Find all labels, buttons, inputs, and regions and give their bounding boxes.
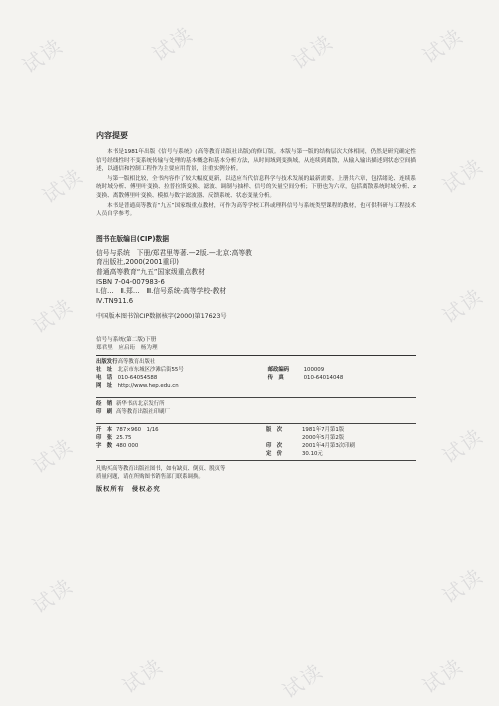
watermark-text: 试读	[117, 653, 168, 699]
cip-section	[96, 233, 416, 321]
table-row	[96, 358, 416, 366]
label: 版 次	[266, 426, 283, 433]
watermark-text: 试读	[27, 433, 78, 479]
footer-line: 凡购买高等教育出版社图书，如有缺页、倒页、脱页等	[96, 465, 226, 472]
value: http://www.hep.edu.cn	[117, 382, 179, 389]
value	[304, 358, 416, 366]
divider	[96, 355, 416, 356]
book-header	[96, 337, 416, 353]
watermark-text: 试读	[27, 293, 78, 339]
value: 2001年4月第3次印刷	[302, 442, 355, 449]
value: 010-64014048	[303, 374, 344, 381]
book-authors: 郑君里 应启珩 杨为理	[96, 345, 158, 352]
summary-section	[96, 130, 416, 219]
watermark-text: 试读	[437, 563, 488, 609]
value: 010-64054588	[117, 374, 158, 381]
label	[268, 358, 304, 366]
cip-number: 中国版本图书馆CIP数据核字(2000)第17623号	[96, 313, 227, 321]
value	[304, 382, 416, 390]
specs-table	[96, 426, 416, 458]
label: 邮政编码	[267, 366, 290, 373]
label: 经 销	[96, 400, 113, 407]
watermark-text: 试读	[437, 153, 488, 199]
label: 电 话	[96, 374, 113, 381]
watermark-text: 试读	[417, 653, 468, 699]
watermark-text: 试读	[437, 283, 488, 329]
cip-line: ISBN 7-04-007983-6	[96, 277, 165, 286]
label: 印 张	[96, 434, 113, 441]
table-row	[96, 434, 416, 442]
label	[268, 382, 304, 390]
book-title: 信号与系统(第二版)下册	[96, 337, 157, 344]
summary-heading: 内容提要	[96, 131, 128, 140]
cip-line: 普通高等教育“九五”国家级重点教材	[96, 267, 205, 276]
value: 高等教育出版社	[117, 358, 156, 365]
label	[96, 450, 116, 458]
watermark-text: 试读	[17, 33, 68, 79]
summary-paragraph: 本书是1981年出版《信号与系统》(高等教育出版社出版)的修订版。本版与第一版的结构层次大体相同，仍然是研究确定性信号经线性时不变系统传输与处理的基本概念和基本分析方法，从时间域到变换域，从连续到离散，从输入输出描述到状态空间描述，以通信和控制工程作为主要应用背景，注重实例分析。	[96, 149, 416, 173]
value	[116, 450, 266, 458]
value: 北京市东城区沙滩后街55号	[117, 366, 184, 373]
table-row	[96, 382, 416, 390]
table-row	[96, 408, 416, 416]
table-row	[96, 400, 416, 408]
footer-line: 质量问题，请在所购图书销售部门联系调换。	[96, 473, 204, 480]
label: 定 价	[266, 450, 283, 457]
value: 30.10元	[302, 450, 323, 457]
label: 印 刷	[96, 408, 113, 415]
table-row	[96, 426, 416, 434]
value: 480 000	[116, 442, 139, 449]
watermark-text: 试读	[277, 658, 328, 704]
watermark-text: 试读	[287, 29, 338, 75]
label: 出版发行	[96, 358, 118, 365]
value: 25.75	[116, 434, 132, 441]
rights-notice: 版权所有 侵权必究	[96, 485, 161, 493]
label: 字 数	[96, 442, 113, 449]
watermark-text: 试读	[37, 163, 88, 209]
watermark-text: 试读	[437, 423, 488, 469]
table-row	[96, 366, 416, 374]
copyright-page	[96, 130, 416, 493]
label	[266, 434, 302, 442]
divider	[96, 397, 416, 398]
print-table	[96, 400, 416, 416]
value: 100009	[303, 366, 325, 373]
value: 2000年5月第2版	[302, 434, 345, 441]
label: 社 址	[96, 366, 113, 373]
divider	[96, 423, 416, 424]
summary-paragraph: 本书是普通高等教育“九五”国家级重点教材，可作为高等学校工科或理科信号与系统类型课程的教材，也可供科研与工程技术人员自学参考。	[96, 202, 416, 218]
value: 787×960 1/16	[116, 426, 159, 433]
publisher-table	[96, 358, 416, 390]
table-row	[96, 442, 416, 450]
cip-line: 育出版社,2000(2001重印)	[96, 258, 179, 267]
watermark-text: 试读	[27, 573, 78, 619]
cip-line: Ⅰ.信… Ⅱ.郑… Ⅲ.信号系统-高等学校-教材	[96, 287, 227, 296]
footer-notice	[96, 465, 416, 481]
table-row	[96, 374, 416, 382]
summary-paragraph: 与第一版相比较，全书内容作了较大幅度更新，以适应当代信息科学与技术发展的最新需要。上册共六章，包括绪论、连续系统时域分析、傅里叶变换、拉普拉斯变换、滤波、调制与抽样、信号的矢量空间分析；下册也为六章，包括离散系统时域分析、z变换、离散傅里叶变换、模拟与数字滤波器、反馈系统、状态变量分析。	[96, 175, 416, 199]
value: 新华书店北京发行所	[116, 400, 165, 407]
cip-line: 信号与系统 下册/郑君里等著.—2版.—北京:高等教	[96, 248, 252, 257]
watermark-text: 试读	[417, 23, 468, 69]
cip-title: 图书在版编目(CIP)数据	[96, 234, 170, 243]
watermark-text: 试读	[147, 21, 198, 67]
label: 印 次	[266, 442, 283, 449]
label: 网 址	[96, 382, 113, 389]
divider	[96, 460, 416, 461]
cip-line: Ⅳ.TN911.6	[96, 296, 134, 305]
label: 开 本	[96, 426, 113, 433]
label: 传 真	[267, 374, 284, 381]
value: 高等教育出版社印刷厂	[116, 408, 170, 415]
table-row	[96, 450, 416, 458]
value: 1981年7月第1版	[302, 426, 345, 433]
